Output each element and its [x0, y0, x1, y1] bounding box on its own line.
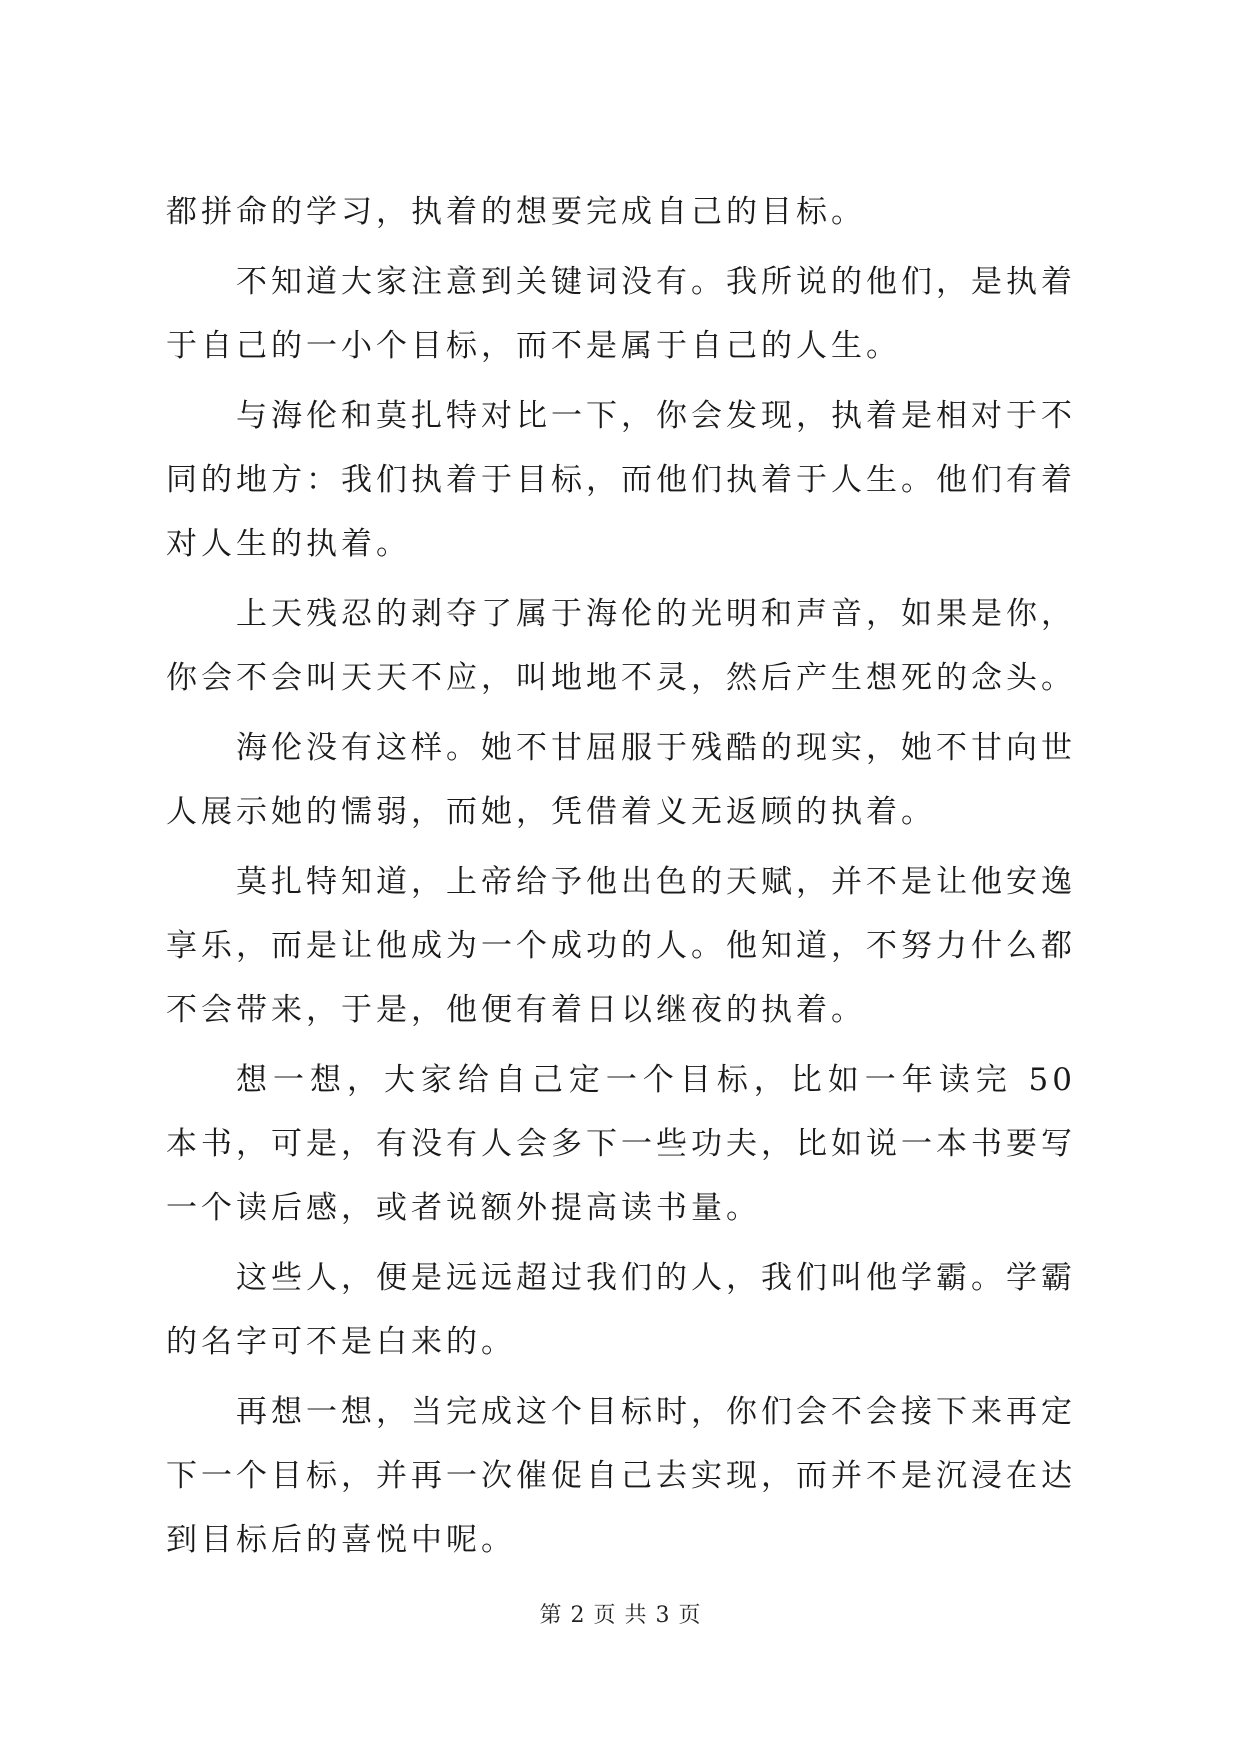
paragraph-8: 这些人，便是远远超过我们的人，我们叫他学霸。学霸的名字可不是白来的。: [166, 1260, 1076, 1360]
paragraph-2: 不知道大家注意到关键词没有。我所说的他们，是执着于自己的一小个目标，而不是属于自己的人生。: [166, 264, 1076, 364]
paragraph-7: 想一想，大家给自己定一个目标，比如一年读完 50 本书，可是，有没有人会多下一些功夫，比如说一本书要写一个读后感，或者说额外提高读书量。: [166, 1062, 1076, 1226]
paragraph-9: 再想一想，当完成这个目标时，你们会不会接下来再定下一个目标，并再一次催促自己去实现，而并不是沉浸在达到目标后的喜悦中呢。: [166, 1394, 1076, 1558]
paragraph-4: 上天残忍的剥夺了属于海伦的光明和声音，如果是你，你会不会叫天天不应，叫地地不灵，然后产生想死的念头。: [166, 596, 1076, 696]
document-body: [166, 180, 1076, 1578]
paragraph-1: 都拼命的学习，执着的想要完成自己的目标。: [166, 194, 866, 230]
paragraph-6: 莫扎特知道，上帝给予他出色的天赋，并不是让他安逸享乐，而是让他成为一个成功的人。他知道，不努力什么都不会带来，于是，他便有着日以继夜的执着。: [166, 864, 1076, 1028]
page-number-footer: 第 2 页 共 3 页: [539, 1603, 702, 1628]
paragraph-3: 与海伦和莫扎特对比一下，你会发现，执着是相对于不同的地方：我们执着于目标，而他们执着于人生。他们有着对人生的执着。: [166, 398, 1076, 562]
paragraph-5: 海伦没有这样。她不甘屈服于残酷的现实，她不甘向世人展示她的懦弱，而她，凭借着义无返顾的执着。: [166, 730, 1076, 830]
